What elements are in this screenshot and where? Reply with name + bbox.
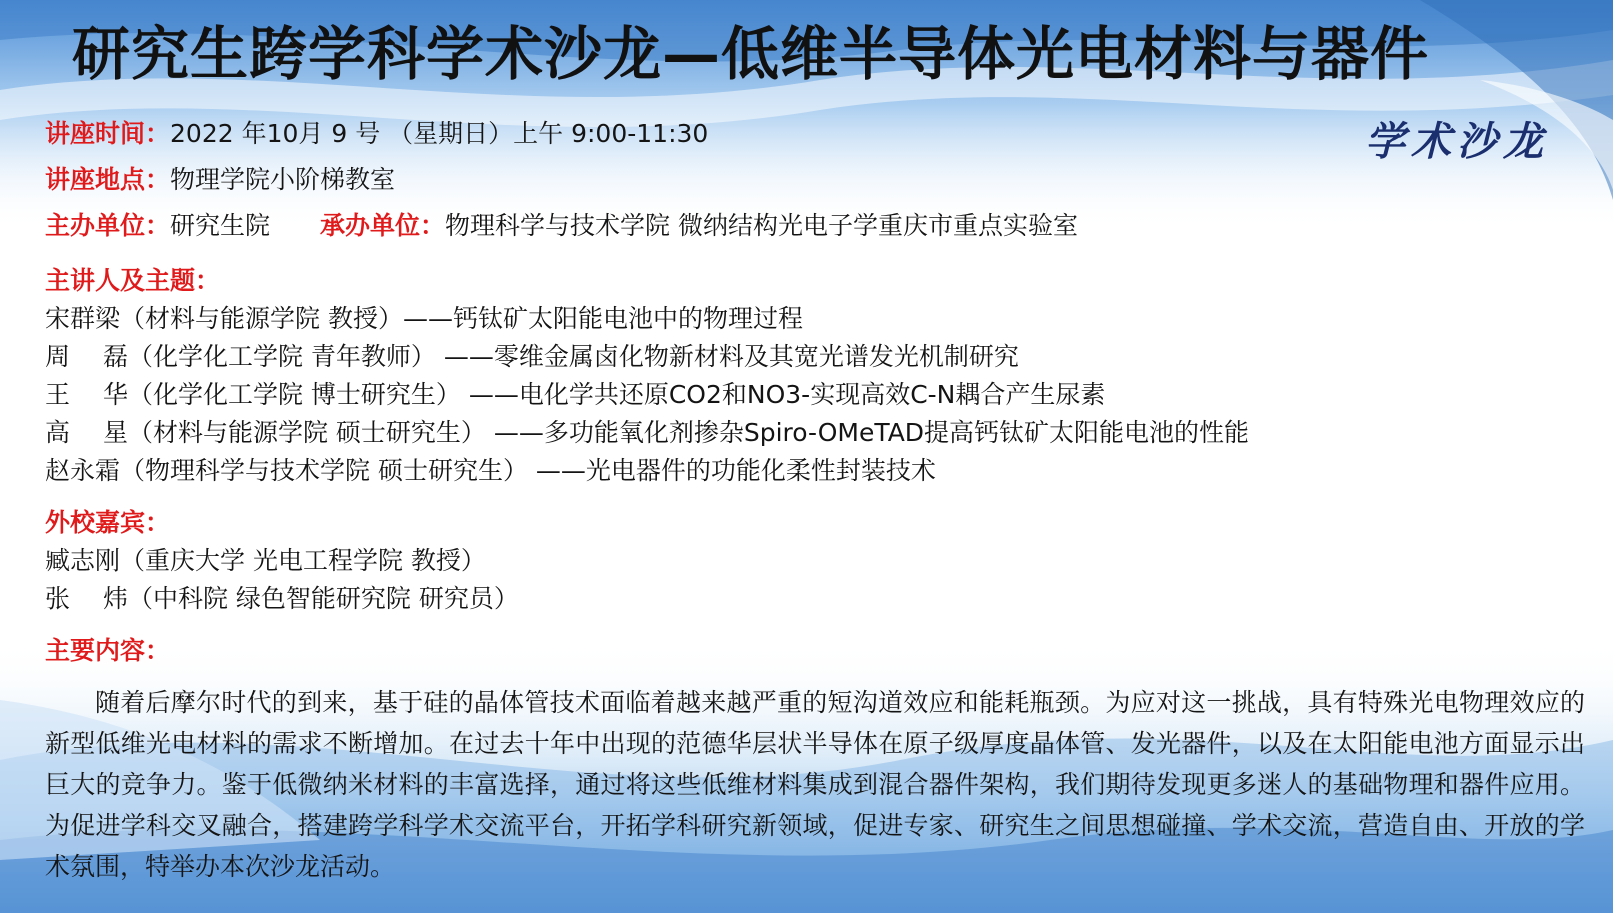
speaker-item: 周 磊（化学化工学院 青年教师） ——零维金属卤化物新材料及其宽光谱发光机制研究 — [45, 342, 1019, 371]
lecture-time-value: 2022 年10月 9 号 （星期日）上午 9:00-11:30 — [170, 119, 709, 148]
host-label: 主办单位： — [45, 211, 171, 240]
guest-item: 张 炜（中科院 绿色智能研究院 研究员） — [45, 584, 519, 613]
organizer-value: 物理科学与技术学院 微纳结构光电子学重庆市重点实验室 — [445, 211, 1078, 240]
speakers-heading: 主讲人及主题： — [45, 266, 221, 295]
organizer-label: 承办单位： — [320, 211, 446, 240]
content-paragraph: 随着后摩尔时代的到来，基于硅的晶体管技术面临着越来越严重的短沟道效应和能耗瓶颈。为应对这一挑战，具有特殊光电物理效应的新型低维光电材料的需求不断增加。在过去十年中出现的范德华层状半导体在原子级厚度晶体管、发光器件，以及在太阳能电池方面显示出巨大的竞争力。鉴于低微纳米材料的丰富选择，通过将这些低维材料集成到混合器件架构，我们期待发现更多迷人的基础物理和器件应用。为促进学科交叉融合，搭建跨学科学术交流平台，开拓学科研究新领域，促进专家、研究生之间思想碰撞、学术交流，营造自由、开放的学术氛围，特举办本次沙龙活动。 — [45, 688, 1585, 881]
lecture-place-value: 物理学院小阶梯教室 — [170, 165, 396, 194]
speaker-item: 赵永霜（物理科学与技术学院 硕士研究生） ——光电器件的功能化柔性封装技术 — [45, 456, 936, 485]
guest-item: 臧志刚（重庆大学 光电工程学院 教授） — [45, 546, 486, 575]
host-value: 研究生院 — [170, 211, 271, 240]
host-row — [45, 209, 1078, 243]
lecture-place-label: 讲座地点： — [45, 165, 171, 194]
guests-heading: 外校嘉宾： — [45, 508, 171, 537]
lecture-place-row — [45, 163, 395, 197]
page-title: 研究生跨学科学术沙龙—低维半导体光电材料与器件 — [72, 20, 1430, 88]
salon-badge: 学术沙龙 — [1365, 118, 1549, 165]
speaker-item: 王 华（化学化工学院 博士研究生） ——电化学共还原CO2和NO3-实现高效C-N耦合产生尿素 — [45, 380, 1106, 409]
lecture-time-label: 讲座时间： — [45, 119, 171, 148]
speaker-item: 宋群梁（材料与能源学院 教授）——钙钛矿太阳能电池中的物理过程 — [45, 304, 803, 333]
speaker-item: 高 星（材料与能源学院 硕士研究生） ——多功能氧化剂掺杂Spiro-OMeTAD提高钙钛矿太阳能电池的性能 — [45, 418, 1250, 447]
content-heading: 主要内容： — [45, 636, 171, 665]
lecture-time-row — [45, 117, 708, 151]
